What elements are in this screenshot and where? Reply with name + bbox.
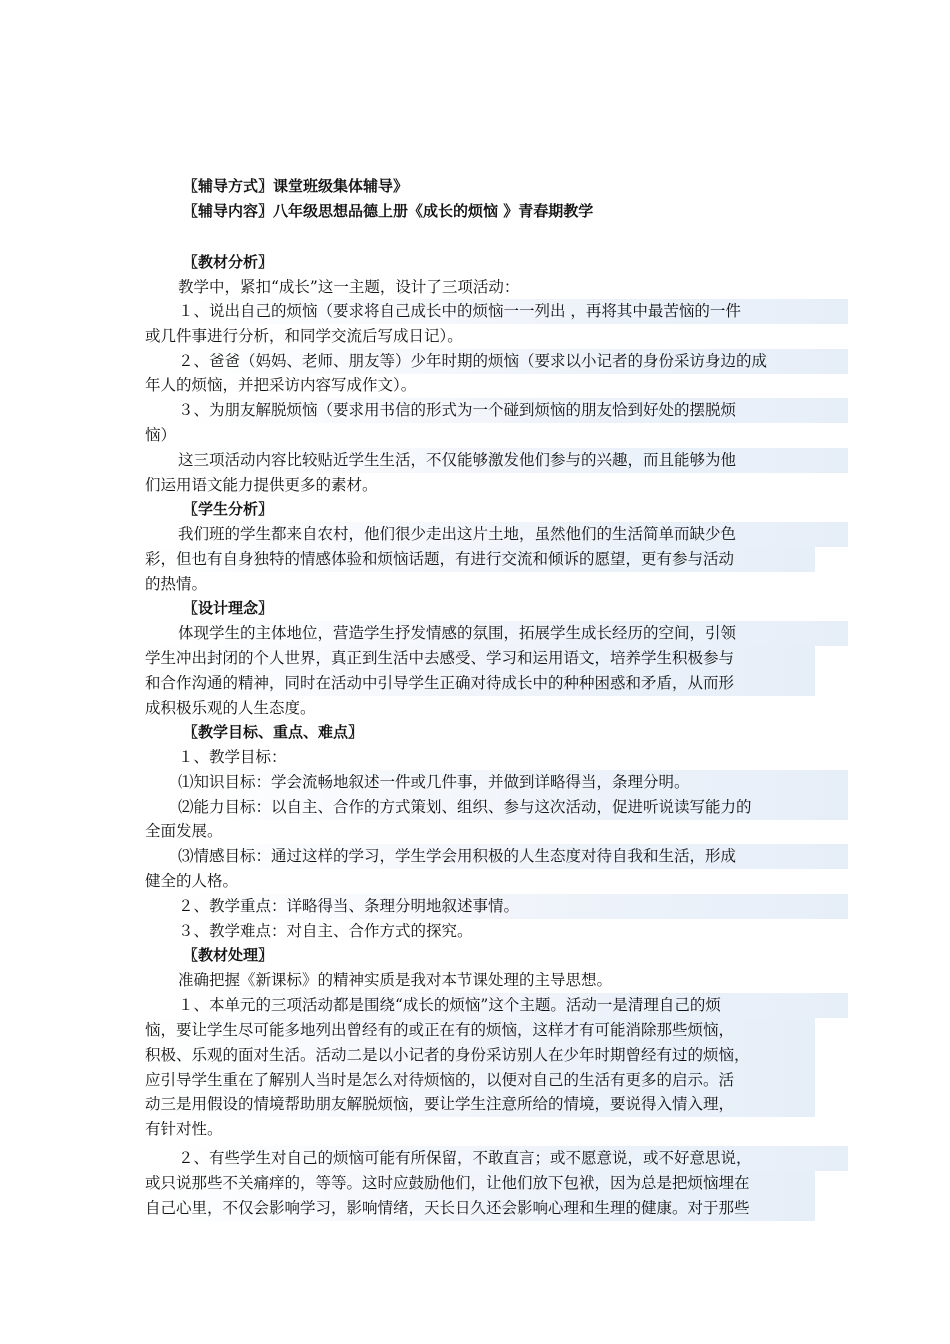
processing-1d: 应引导学生重在了解别人当时是怎么对待烦恼的，以便对自己的生活有更多的启示。活: [145, 1068, 815, 1093]
processing-1b: 恼，要让学生尽可能多地列出曾经有的或正在有的烦恼，这样才有可能消除那些烦恼，: [145, 1018, 815, 1043]
student-analysis-title: 〖学生分析〗: [183, 500, 274, 518]
student-para-a: 我们班的学生都来自农村，他们很少走出这片土地，虽然他们的生活简单而缺少色: [178, 522, 848, 547]
design-para-c: 和合作沟通的精神，同时在活动中引导学生正确对待成长中的种种困惑和矛盾，从而形: [145, 671, 815, 696]
material-item-3b: 恼）: [145, 426, 177, 444]
guidance-method: 〖辅导方式〗课堂班级集体辅导》: [183, 177, 409, 195]
processing-1c: 积极、乐观的面对生活。活动二是以小记者的身份采访别人在少年时期曾经有过的烦恼，: [145, 1043, 815, 1068]
material-analysis-title: 〖教材分析〗: [183, 253, 274, 271]
design-para-b: 学生冲出封闭的个人世界，真正到生活中去感受、学习和运用语文，培养学生积极参与: [145, 646, 815, 671]
processing-1e: 动三是用假设的情境帮助朋友解脱烦恼，要让学生注意所给的情境，要说得入情入理，: [145, 1092, 815, 1117]
material-item-2b: 年人的烦恼，并把采访内容写成作文）。: [145, 376, 417, 394]
processing-2a: ２、有些学生对自己的烦恼可能有所保留，不敢直言；或不愿意说，或不好意思说，: [178, 1146, 848, 1171]
design-concept-title: 〖设计理念〗: [183, 599, 274, 617]
material-summary-a: 这三项活动内容比较贴近学生生活，不仅能够激发他们参与的兴趣，而且能够为他: [178, 448, 848, 473]
material-item-2a: ２、爸爸（妈妈、老师、朋友等）少年时期的烦恼（要求以小记者的身份采访身边的成: [178, 349, 848, 374]
goals-emotion-a: ⑶情感目标：通过这样的学习，学生学会用积极的人生态度对待自我和生活，形成: [178, 844, 848, 869]
goals-title: 〖教学目标、重点、难点〗: [183, 723, 364, 741]
material-summary-b: 们运用语文能力提供更多的素材。: [145, 476, 378, 494]
student-para-c: 的热情。: [145, 575, 208, 593]
processing-1a: １、本单元的三项活动都是围绕“成长的烦恼”这个主题。活动一是清理自己的烦: [178, 993, 848, 1018]
material-item-1b: 或几件事进行分析，和同学交流后写成日记）。: [145, 327, 463, 345]
goals-emotion-b: 健全的人格。: [145, 872, 239, 890]
goals-difficulty: ３、教学难点：对自主、合作方式的探究。: [178, 922, 473, 940]
student-para-b: 彩，但也有自身独特的情感体验和烦恼话题，有进行交流和倾诉的愿望，更有参与活动: [145, 547, 815, 572]
processing-2c: 自己心里，不仅会影响学习，影响情绪，天长日久还会影响心理和生理的健康。对于那些: [145, 1196, 815, 1221]
goals-ability-b: 全面发展。: [145, 822, 223, 840]
processing-1f: 有针对性。: [145, 1120, 223, 1138]
processing-2b: 或只说那些不关痛痒的，等等。这时应鼓励他们，让他们放下包袱，因为总是把烦恼埋在: [145, 1171, 815, 1196]
goals-knowledge: ⑴知识目标：学会流畅地叙述一件或几件事，并做到详略得当，条理分明。: [178, 770, 848, 795]
design-para-d: 成积极乐观的人生态度。: [145, 699, 316, 717]
goals-item-1: １、教学目标：: [178, 748, 287, 766]
processing-intro: 准确把握《新课标》的精神实质是我对本节课处理的主导思想。: [178, 971, 613, 989]
material-item-3a: ３、为朋友解脱烦恼（要求用书信的形式为一个碰到烦恼的朋友恰到好处的摆脱烦: [178, 398, 848, 423]
goals-ability-a: ⑵能力目标：以自主、合作的方式策划、组织、参与这次活动，促进听说读写能力的: [178, 795, 848, 820]
material-processing-title: 〖教材处理〗: [183, 946, 274, 964]
guidance-content: 〖辅导内容〗八年级思想品德上册《成长的烦恼 》青春期教学: [183, 202, 594, 220]
design-para-a: 体现学生的主体地位，营造学生抒发情感的氛围，拓展学生成长经历的空间，引领: [178, 621, 848, 646]
goals-key-point: ２、教学重点：详略得当、条理分明地叙述事情。: [178, 894, 848, 919]
material-item-1a: １、说出自己的烦恼（要求将自己成长中的烦恼一一列出 ，再将其中最苦恼的一件: [178, 299, 848, 324]
material-intro: 教学中，紧扣“成长”这一主题，设计了三项活动：: [178, 278, 520, 296]
